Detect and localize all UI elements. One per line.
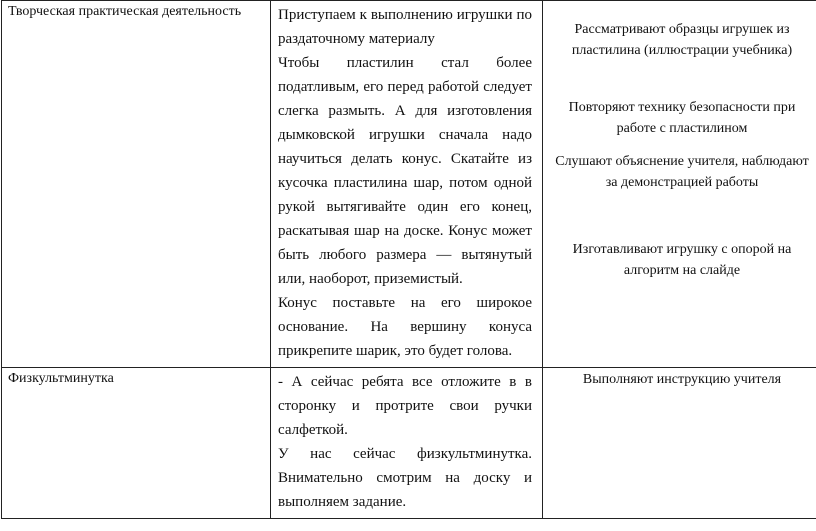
pupil-activity bbox=[543, 369, 816, 390]
pupil-action: Изготавливают игрушку с опорой на алгоритм на слайде bbox=[572, 242, 792, 278]
pupil-action: Выполняют инструкцию учителя bbox=[582, 372, 782, 387]
teacher-paragraph: - А сейчас ребята все отложите в в сторонку и протрите свои ручки салфеткой. bbox=[278, 374, 532, 438]
teacher-activity bbox=[271, 368, 542, 518]
teacher-paragraph: Приступаем к выполнению игрушки по раздаточному материалу bbox=[278, 7, 532, 47]
teacher-paragraph: У нас сейчас физкультминутка. Внимательно смотрим на доску и выполняем задание. bbox=[278, 446, 532, 510]
pupil-activity-cell bbox=[543, 1, 816, 368]
pupil-activity-cell bbox=[543, 368, 816, 519]
teacher-paragraph: Чтобы пластилин стал более податливым, его перед работой следует слегка размыть. А для изготовления дымковской игрушки сначала надо научиться делать конус. Скатайте из кусочка пластилина шар, потом одной рукой вытягивайте один его конец, раскатывая шар на доске. Конус может быть любого размера — вытянутый или, наоборот, приземистый. bbox=[278, 55, 532, 287]
stage-name: Физкультминутка bbox=[8, 371, 114, 386]
stage-name: Творческая практическая деятельность bbox=[8, 4, 242, 19]
pupil-action: Повторяют технику безопасности при работе с пластилином bbox=[568, 100, 796, 136]
pupil-activity bbox=[543, 19, 816, 281]
stage-cell bbox=[2, 368, 271, 519]
teacher-activity-cell bbox=[271, 1, 543, 368]
pupil-action: Слушают объяснение учителя, наблюдают за демонстрацией работы bbox=[555, 154, 809, 190]
stage-cell bbox=[2, 1, 271, 368]
table-row bbox=[2, 1, 816, 368]
teacher-activity bbox=[271, 1, 542, 367]
lesson-plan-table bbox=[1, 0, 816, 519]
teacher-activity-cell bbox=[271, 368, 543, 519]
pupil-action: Рассматривают образцы игрушек из пластилина (иллюстрации учебника) bbox=[571, 22, 793, 58]
table-row bbox=[2, 368, 816, 519]
teacher-paragraph: Конус поставьте на его широкое основание. На вершину конуса прикрепите шарик, это будет голова. bbox=[278, 295, 532, 359]
